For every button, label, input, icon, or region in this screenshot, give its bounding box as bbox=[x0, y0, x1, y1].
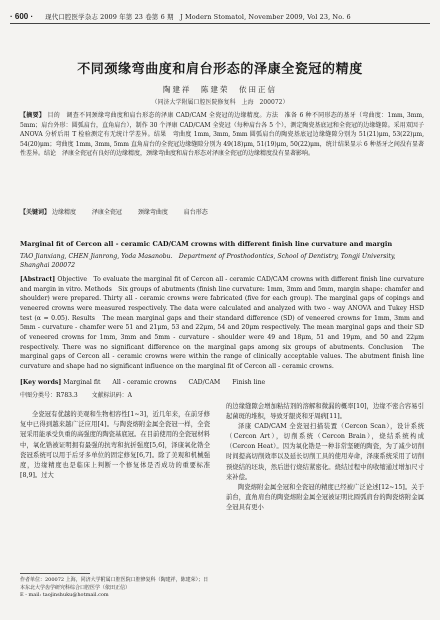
body-paragraph: 的边缘缝隙会增加粘结剂的溶解和微漏的概率[10]，边缘不密合容易引起菌斑的堆积，导致牙龈炎和牙周病[11]。 bbox=[226, 403, 424, 421]
keywords-cn bbox=[20, 208, 424, 217]
author-email: E - mail: taojinshuku@hotmail.com bbox=[20, 592, 109, 598]
abstract-en bbox=[20, 275, 424, 372]
keywords-en bbox=[20, 378, 424, 387]
document-code: 文献标识码：A bbox=[91, 392, 132, 399]
abstract-en-label: [Abstract] bbox=[20, 276, 56, 283]
body-text-right bbox=[226, 402, 424, 513]
keyword-cn: 泽康全瓷冠 bbox=[91, 209, 122, 216]
abstract-cn-label: 【摘要】 bbox=[20, 112, 46, 119]
body-paragraph: 泽康 CAD/CAM 全瓷冠扫描装置（Cercon Scan），设计系统（Cercon Art），切削系统（Cercon Brain），烧结系统构成（Cercon Heat）。因为氧化锆是一种非常坚硬的陶瓷，为了减少切削时间提高切削效率以及延长切削工具的使用寿命，泽康系统采用了切削预烧结的坯块，然后进行烧结紧密化。烧结过程中的收缩通过增加尺寸来补偿。 bbox=[226, 423, 424, 481]
article-title: 不同颈缘弯曲度和肩台形态的泽康全瓷冠的精度 bbox=[77, 62, 363, 77]
abstract-en-text: Objective To evaluate the marginal fit of Cercon all - ceramic CAD/CAM crowns with different finish line curvature and margin in vitro. Methods Six groups of abutments (finish line curvature: 1mm, 3mm and 5mm, margin shape: chamfer and shoulder) were prepared. Thirty all - ceramic crowns were fabricated (five for each group). The marginal gaps of copings and veneered crowns were measured respectively. The data were calculated and analyzed with two - way ANOVA and Tukey HSD test (α = 0.05). Results The mean marginal gaps and their standard difference (SD) of veneered crowns for 1mm, 3mm and 5mm - curvature - chamfer were 51 and 21μm, 53 and 22μm, 54 and 20μm respectively. The mean marginal gaps and their SD of veneered crowns for 1mm, 3mm and 5mm - curvature - shoulder were 49 and 18μm, 51 and 19μm, and 50 and 22μm respectively. There was no significant difference on the marginal gaps among six groups of abutments. Conclusion The marginal gaps of Cercon all - ceramic crowns were within the range of clinically acceptable values. The abutment finish line curvature and shape had no significant influence on the marginal fit of Cercon all - ceramic crowns. bbox=[20, 276, 425, 370]
keyword-cn: 边缘精度 bbox=[51, 209, 76, 216]
abstract-cn bbox=[20, 111, 424, 159]
affiliation: （同济大学附属口腔医院修复科 上海 200072） bbox=[151, 99, 289, 106]
english-authors: TAO Jianxiang, CHEN Jianrong, Yoda Masanobu. Department of Prosthodontics, School of Dentistry, Tongji University, Shanghai 200072 bbox=[20, 253, 396, 270]
page-number: · 600 · bbox=[10, 12, 34, 21]
journal-info: 现代口腔医学杂志 2009 年第 23 卷第 6 期 J Modern Stomatol, November 2009, Vol 23, No. 6 bbox=[45, 13, 351, 21]
abstract-cn-text: 目的 调查不同颈缘弯曲度和肩台形态的泽康 CAD/CAM 全瓷冠的边缘精度。方法 准备 6 种不同形态的基牙（弯曲度：1mm, 3mm, 5mm；肩台外形：圆弧肩台，直角肩台），制作 30 个泽康 CAD/CAM 全瓷冠（每种肩台各 5 个），测定陶瓷基底冠和全瓷冠的边缘缝隙。采用双因子 ANOVA 分析后用 T 检验测定有无统计学差异。结果 弯曲度 1mm, 3mm, 5mm 圆弧肩台的陶瓷基底冠边缘缝隙分别为 51(21)μm, 53(22)μm, 54(20)μm；弯曲度 1mm, 3mm, 5mm 直角肩台的全瓷冠边缘缝隙分别为 49(18)μm, 51(19)μm, 50(22)μm，统计结果显示 6 种基牙之间没有显著性差异。结论 泽康全瓷冠有良好的边缘精度，颈缘弯曲度和肩台形态对泽康全瓷冠的边缘精度没有显著影响。 bbox=[20, 112, 424, 158]
body-paragraph: 陶瓷熔附金属全冠和全瓷冠的精度已经被广泛论述[12~15]。关于前台，直角肩台的陶瓷熔附金属全冠被证明比圆弧肩台的陶瓷熔附金属全冠具有更小 bbox=[226, 483, 424, 511]
keywords-cn-label: 【关键词】 bbox=[20, 209, 51, 216]
keyword-en: CAD/CAM bbox=[188, 379, 221, 386]
footnote bbox=[20, 577, 212, 600]
authors: 陶建祥 陈建荣 依田正信 bbox=[163, 85, 277, 94]
keyword-en: Finish line bbox=[232, 379, 266, 386]
keyword-en: Marginal fit bbox=[63, 379, 101, 386]
classification bbox=[20, 390, 424, 399]
keyword-cn: 颈缘弯曲度 bbox=[137, 209, 168, 216]
footnote-rule bbox=[20, 573, 90, 574]
keywords-en-label: [Key words] bbox=[20, 379, 62, 386]
english-title: Marginal fit of Cercon all - ceramic CAD/CAM crowns with different finish line curvature and margin bbox=[20, 240, 393, 248]
keyword-en: All - ceramic crowns bbox=[112, 379, 177, 386]
author-affiliation-note: 作者单位：200072 上海，同济大学附属口腔医院口腔修复科（陶建祥，陈建荣）；日本东北大学齿学研究科综合口腔医学（依田正信） bbox=[20, 577, 209, 591]
keyword-cn: 肩台形态 bbox=[183, 209, 208, 216]
clc-number: 中图分类号：R783.3 bbox=[20, 392, 78, 399]
body-text-left: 全瓷冠有优越的美观和生物相容性[1~3]，近几年来，在前牙修复中已得到越来越广泛应用[4]。与陶瓷熔附金属全瓷冠一样，全瓷冠采用能承受负重的高强度的陶瓷基底冠。在目前使用的全瓷冠材料中，氧化锆被证明拥有最强的抗弯和抗折强度[5,6]，泽康氧化锆全瓷冠系统可以用于后牙多单位的固定修复[6,7]。除了美观和机械强度，边缘精度也是临床上判断一个修复体是否成功的重要标准[8,9]。过大 bbox=[20, 411, 210, 480]
running-header bbox=[10, 8, 430, 24]
